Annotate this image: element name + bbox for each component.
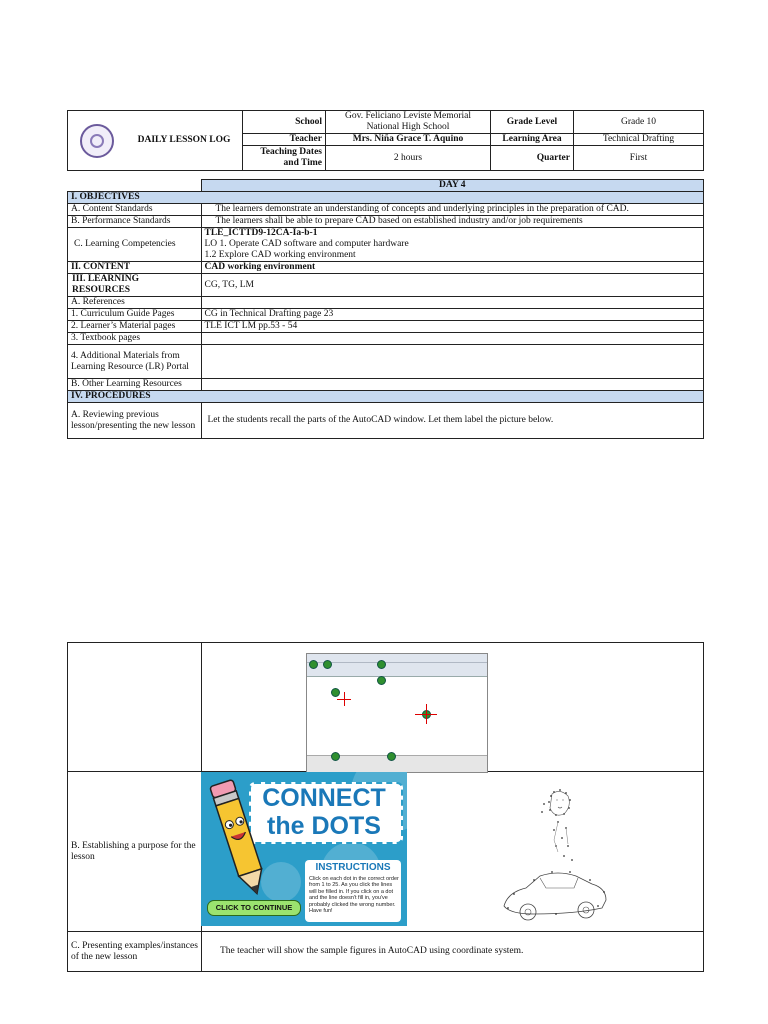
competency-lo: LO 1. Operate CAD software and computer hardware <box>204 239 409 249</box>
autocad-window-picture <box>306 653 488 773</box>
deped-seal-icon <box>80 124 114 158</box>
cg-pages-label: 1. Curriculum Guide Pages <box>68 309 202 321</box>
dot-to-dot-figure-picture <box>494 780 614 930</box>
quarter-label: Quarter <box>491 146 574 171</box>
header-table <box>67 110 704 171</box>
area-value: Technical Drafting <box>574 134 704 146</box>
school-label: School <box>243 111 326 134</box>
instructions-body: Click on each dot in the correct order from 1 to 25. As you click the lines will be filled in. If you click on a dot and the line doesn't fill in, you've probably clicked the wrong number. Have fun! <box>309 876 399 915</box>
quarter-value: First <box>574 146 704 171</box>
content-value: CAD working environment <box>201 262 704 274</box>
procedure-c-label: C. Presenting examples/instances of the new lesson <box>68 932 202 972</box>
dates-label: Teaching Dates and Time <box>243 146 326 171</box>
lm-pages-value: TLE ICT LM pp.53 - 54 <box>201 321 704 333</box>
label-dot <box>331 752 340 761</box>
procedure-a-value: Let the students recall the parts of the AutoCAD window. Let them label the picture below. <box>201 403 704 439</box>
lm-pages-label: 2. Learner’s Material pages <box>68 321 202 333</box>
grade-label: Grade Level <box>491 111 574 134</box>
teacher-value: Mrs. Niña Grace T. Aquino <box>326 134 491 146</box>
dots-title: the DOTS <box>267 812 381 840</box>
other-resources-label: B. Other Learning Resources <box>68 379 202 391</box>
autocad-ribbon <box>307 654 487 677</box>
additional-materials-label: 4. Additional Materials from Learning Resource (LR) Portal <box>68 345 202 379</box>
dates-value: 2 hours <box>326 146 491 171</box>
resources-heading: III. LEARNING RESOURCES <box>68 274 202 297</box>
textbook-pages-label: 3. Textbook pages <box>68 333 202 345</box>
content-standards-label: A. Content Standards <box>68 204 202 216</box>
cg-pages-value: CG in Technical Drafting page 23 <box>201 309 704 321</box>
deped-seal-cell <box>68 111 127 171</box>
performance-standards-label: B. Performance Standards <box>68 216 202 228</box>
day-heading: DAY 4 <box>201 180 704 192</box>
school-value: Gov. Feliciano Leviste Memorial National High School <box>326 111 491 134</box>
connect-title: CONNECT <box>262 784 386 812</box>
label-dot <box>331 688 340 697</box>
content-heading: II. CONTENT <box>68 262 202 274</box>
content-standards-value: The learners demonstrate an understanding of concepts and underlying principles in the preparation of CAD. <box>201 204 704 216</box>
label-dot <box>377 660 386 669</box>
pencil-icon <box>205 774 275 902</box>
label-dot <box>377 676 386 685</box>
click-to-continue-button[interactable]: CLICK TO CONTINUE <box>207 900 301 916</box>
objectives-heading: I. OBJECTIVES <box>68 192 704 204</box>
procedure-c-value: The teacher will show the sample figures in AutoCAD using coordinate system. <box>202 932 704 972</box>
procedure-b-label: B. Establishing a purpose for the lesson <box>68 772 202 932</box>
log-title: DAILY LESSON LOG <box>126 111 243 171</box>
references-label: A. References <box>68 297 202 309</box>
lesson-table <box>67 179 704 439</box>
instructions-title: INSTRUCTIONS <box>315 862 391 873</box>
competency-sub: 1.2 Explore CAD working environment <box>204 250 356 260</box>
competency-code: TLE_ICTTD9-12CA-Ia-b-1 <box>204 228 318 238</box>
label-dot <box>309 660 318 669</box>
procedures-heading: IV. PROCEDURES <box>68 391 704 403</box>
competencies-value <box>201 228 704 262</box>
performance-standards-value: The learners shall be able to prepare CAD based on established industry and/or job requirements <box>201 216 704 228</box>
procedure-a-label: A. Reviewing previous lesson/presenting the new lesson <box>68 403 202 439</box>
label-dot <box>387 752 396 761</box>
resources-value: CG, TG, LM <box>201 274 704 297</box>
label-dot <box>323 660 332 669</box>
grade-value: Grade 10 <box>574 111 704 134</box>
teacher-label: Teacher <box>243 134 326 146</box>
area-label: Learning Area <box>491 134 574 146</box>
connect-the-dots-picture <box>201 772 407 926</box>
competencies-label: C. Learning Competencies <box>68 228 202 262</box>
